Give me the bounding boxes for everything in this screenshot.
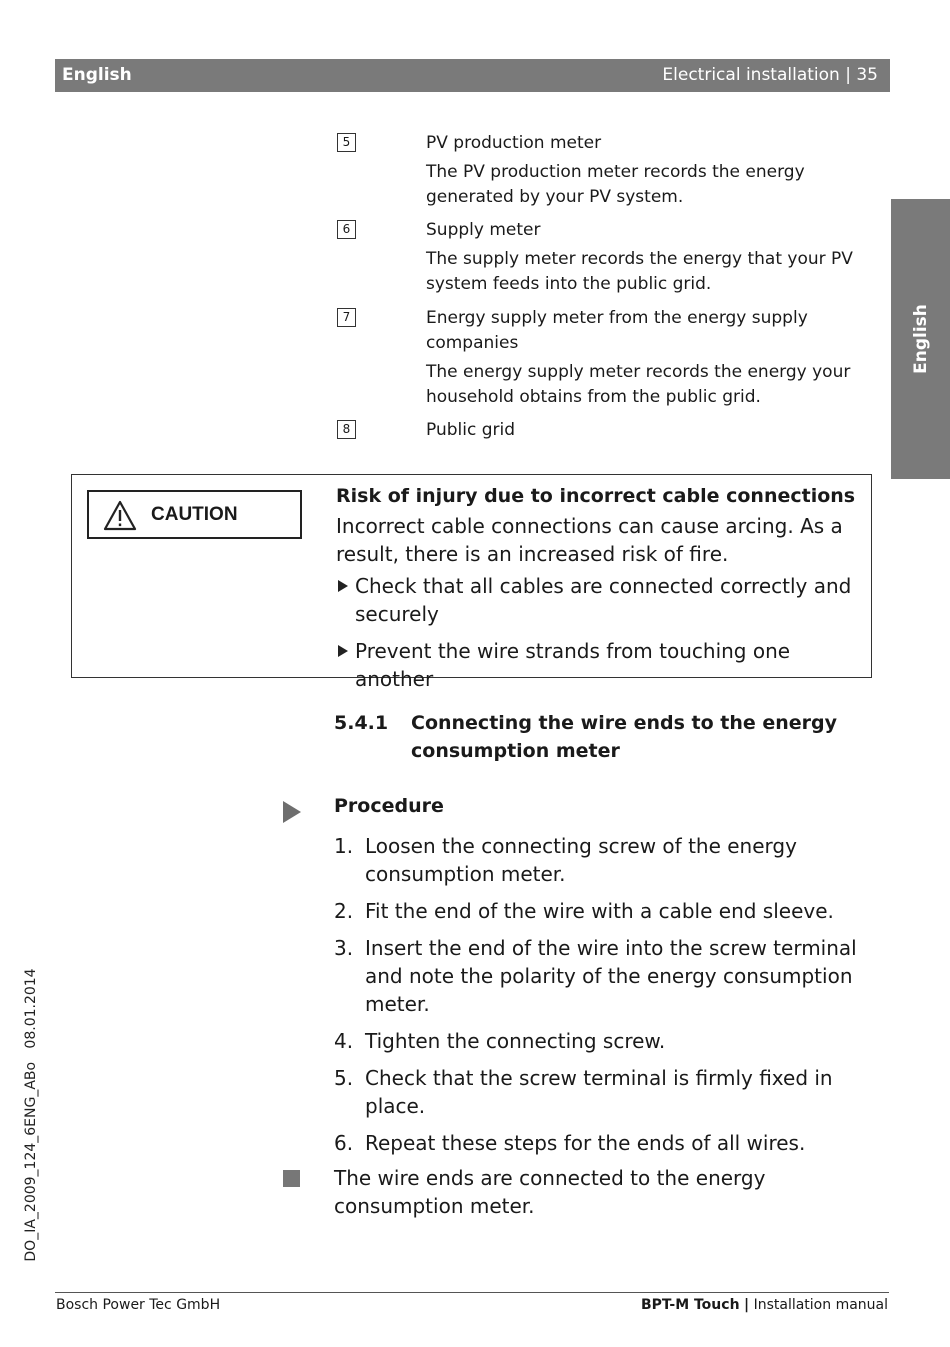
footer-separator: | [744,1297,750,1313]
legend-description: The supply meter records the energy that your PV system feeds into the public grid. [426,249,853,294]
step-number: 5. [334,1066,354,1090]
legend-number: 7 [337,308,356,327]
caution-title: Risk of injury due to incorrect cable connections [336,485,856,507]
header-language: English [62,65,132,85]
step-number: 6. [334,1131,354,1155]
procedure-step [334,897,864,925]
step-text: Repeat these steps for the ends of all wires. [365,1131,806,1155]
caution-step [336,572,866,628]
step-number: 4. [334,1029,354,1053]
result-marker-icon [283,1170,300,1187]
side-language-tab [891,199,950,479]
legend-title: Supply meter [426,220,541,240]
legend-description: The energy supply meter records the energy your household obtains from the public grid. [426,362,851,407]
caution-step-text: Check that all cables are connected correctly and securely [355,574,852,626]
bullet-triangle-icon [338,645,348,657]
legend-description: The PV production meter records the energy generated by your PV system. [426,162,805,207]
procedure-step [334,1129,864,1157]
legend-title: Public grid [426,420,516,440]
caution-box [71,474,872,691]
step-number: 2. [334,899,354,923]
caution-content [336,482,866,702]
footer-doc-type: Installation manual [753,1297,888,1313]
side-tab-label: English [910,304,931,374]
procedure-step [334,934,864,1018]
bullet-triangle-icon [338,580,348,592]
header-separator: | [845,65,851,85]
procedure-step [334,1064,864,1120]
caution-step [336,637,866,693]
step-text: Insert the end of the wire into the screw terminal and note the polarity of the energy consumption meter. [365,936,857,1016]
header-page-number: 35 [856,65,878,85]
page-header [55,59,890,92]
step-text: Check that the screw terminal is firmly fixed in place. [365,1066,833,1118]
warning-triangle-icon [103,500,137,531]
section-title: Connecting the wire ends to the energy consumption meter [411,712,838,762]
step-text: Tighten the connecting screw. [365,1029,666,1053]
caution-label [87,490,302,539]
legend-number: 8 [337,420,356,439]
step-text: Loosen the connecting screw of the energy consumption meter. [365,834,797,886]
document-id: DO_IA_2009_124_6ENG_ABo 08.01.2014 [23,968,39,1262]
caution-step-text: Prevent the wire strands from touching one another [355,639,791,691]
procedure-marker-icon [283,801,301,823]
step-number: 1. [334,834,354,858]
section-number: 5.4.1 [334,712,389,734]
header-section-info [662,65,878,85]
procedure-step [334,832,864,888]
legend-title: Energy supply meter from the energy supply companies [426,308,808,353]
step-number: 3. [334,936,354,960]
legend-number: 6 [337,220,356,239]
procedure-title: Procedure [334,795,444,817]
procedure-result: The wire ends are connected to the energy consumption meter. [334,1166,766,1218]
footer-product: BPT-M Touch [640,1297,740,1313]
footer-company: Bosch Power Tec GmbH [56,1297,221,1313]
caution-label-text: CAUTION [151,504,238,525]
legend-title: PV production meter [426,133,602,153]
procedure-step [334,1027,864,1055]
procedure-steps [334,832,864,1166]
header-section: Electrical installation [662,65,840,85]
footer-divider [55,1292,889,1293]
caution-description: Incorrect cable connections can cause arcing. As a result, there is an increased risk of fire. [336,514,843,566]
footer-product-info [641,1297,888,1313]
legend-number: 5 [337,133,356,152]
step-text: Fit the end of the wire with a cable end sleeve. [365,899,834,923]
